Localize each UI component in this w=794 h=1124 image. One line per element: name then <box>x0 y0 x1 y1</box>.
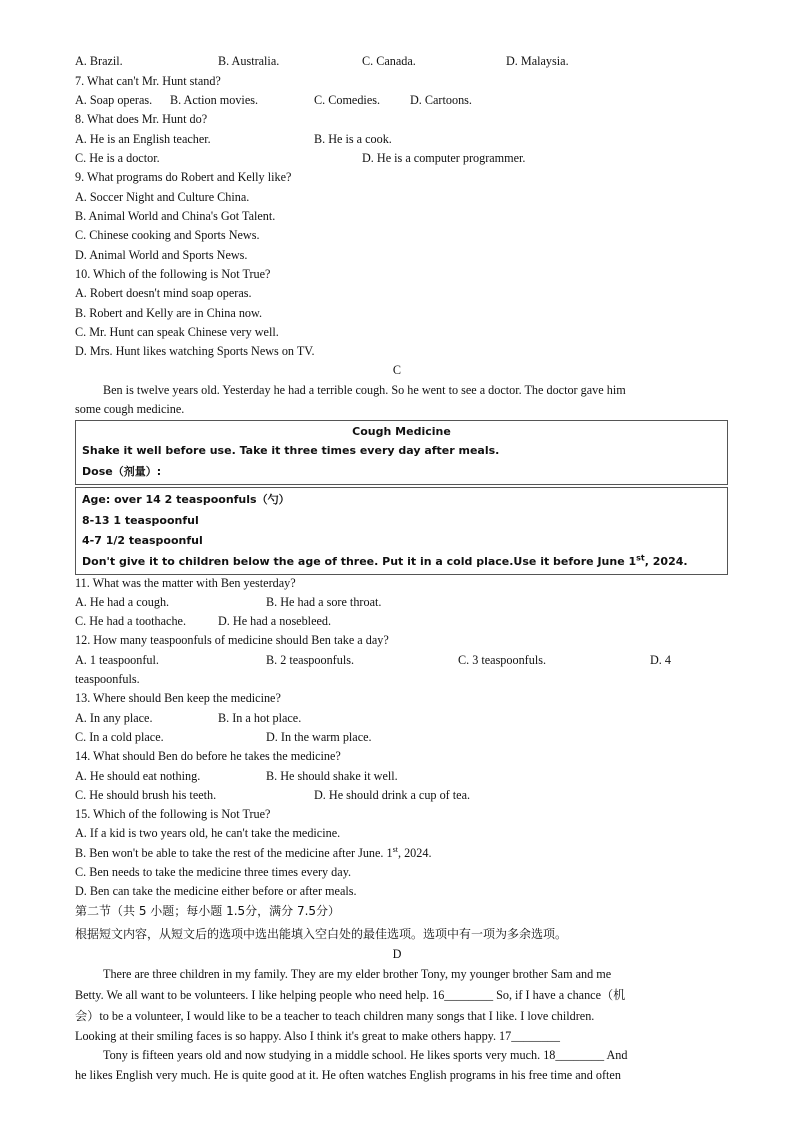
dose-age-8-13: 8-13 1 teaspoonful <box>82 514 199 527</box>
q9-option-a: A. Soccer Night and Culture China. <box>75 190 250 204</box>
q13-option-a: A. In any place. <box>75 711 153 725</box>
q11-option-a: A. He had a cough. <box>75 595 170 609</box>
q13-option-c: C. In a cold place. <box>75 730 164 744</box>
q12-stem: 12. How many teaspoonfuls of medicine should Ben take a day? <box>75 633 389 647</box>
q8-option-b: B. He is a cook. <box>314 132 392 146</box>
q12-option-b: B. 2 teaspoonfuls. <box>266 653 355 667</box>
section-2-instruction: 根据短文内容，从短文后的选项中选出能填入空白处的最佳选项。选项中有一项为多余选项。 <box>75 927 568 941</box>
q8-stem: 8. What does Mr. Hunt do? <box>75 112 208 126</box>
q7-option-b: B. Action movies. <box>170 93 259 107</box>
dose-age-over-14: Age: over 14 2 teaspoonfuls（勺） <box>82 493 290 506</box>
q8-option-d: D. He is a computer programmer. <box>362 151 526 165</box>
passage-d-line-3: 会）to be a volunteer, I would like to be a teacher to teach children many songs that I like. I love children. <box>75 1009 595 1023</box>
medicine-dose-label: Dose（剂量）: <box>82 465 162 478</box>
q9-stem: 9. What programs do Robert and Kelly like? <box>75 170 292 184</box>
q12-option-d: D. 4 <box>650 653 671 667</box>
q14-option-c: C. He should brush his teeth. <box>75 788 217 802</box>
q7-option-d: D. Cartoons. <box>410 93 472 107</box>
section-2-heading: 第二节（共 5 小题；每小题 1.5分，满分 7.5分） <box>75 904 341 918</box>
q9-option-c: C. Chinese cooking and Sports News. <box>75 228 260 242</box>
q15-option-c: C. Ben needs to take the medicine three times every day. <box>75 865 352 879</box>
medicine-label-dose-box <box>75 487 728 575</box>
dose-age-4-7: 4-7 1/2 teaspoonful <box>82 534 203 547</box>
q14-stem: 14. What should Ben do before he takes the medicine? <box>75 749 341 763</box>
passage-d-letter: D <box>392 947 402 961</box>
q10-option-d: D. Mrs. Hunt likes watching Sports News on TV. <box>75 344 315 358</box>
q13-option-d: D. In the warm place. <box>266 730 372 744</box>
passage-d-line-1: There are three children in my family. They are my elder brother Tony, my younger brother Sam and me <box>103 967 612 981</box>
q15-option-a: A. If a kid is two years old, he can't take the medicine. <box>75 826 341 840</box>
passage-c-line-1: Ben is twelve years old. Yesterday he had a terrible cough. So he went to see a doctor. The doctor gave him <box>103 383 626 397</box>
passage-c-letter: C <box>392 363 402 377</box>
q15-option-b: B. Ben won't be able to take the rest of the medicine after June. 1st, 2024. <box>75 844 432 860</box>
passage-d-line-4: Looking at their smiling faces is so happy. Also I think it's great to make others happy. 17________ <box>75 1029 560 1043</box>
q10-option-a: A. Robert doesn't mind soap operas. <box>75 286 252 300</box>
q6-option-a: A. Brazil. <box>75 54 123 68</box>
passage-d-line-5: Tony is fifteen years old and now studying in a middle school. He likes sports very much. 18________ And <box>103 1048 628 1062</box>
q11-option-c: C. He had a toothache. <box>75 614 187 628</box>
q7-stem: 7. What can't Mr. Hunt stand? <box>75 74 221 88</box>
medicine-instruction: Shake it well before use. Take it three times every day after meals. <box>82 444 500 457</box>
q10-option-c: C. Mr. Hunt can speak Chinese very well. <box>75 325 279 339</box>
q11-option-b: B. He had a sore throat. <box>266 595 382 609</box>
passage-c-line-2: some cough medicine. <box>75 402 185 416</box>
q15-option-d: D. Ben can take the medicine either before or after meals. <box>75 884 357 898</box>
q11-stem: 11. What was the matter with Ben yesterday? <box>75 576 296 590</box>
q7-option-c: C. Comedies. <box>314 93 381 107</box>
medicine-warning: Don't give it to children below the age of three. Put it in a cold place.Use it before June 1st, 2024. <box>82 553 688 568</box>
q14-option-d: D. He should drink a cup of tea. <box>314 788 471 802</box>
q13-option-b: B. In a hot place. <box>218 711 302 725</box>
q14-option-b: B. He should shake it well. <box>266 769 398 783</box>
passage-d-line-2: Betty. We all want to be volunteers. I like helping people who need help. 16________ So, if I have a chance（机 <box>75 988 626 1002</box>
q15-stem: 15. Which of the following is Not True? <box>75 807 271 821</box>
q14-option-a: A. He should eat nothing. <box>75 769 201 783</box>
q6-option-d: D. Malaysia. <box>506 54 569 68</box>
q6-option-c: C. Canada. <box>362 54 416 68</box>
passage-d-line-6: he likes English very much. He is quite good at it. He often watches English programs in his free time and often <box>75 1068 621 1082</box>
q12-option-c: C. 3 teaspoonfuls. <box>458 653 547 667</box>
q9-option-d: D. Animal World and Sports News. <box>75 248 248 262</box>
q9-option-b: B. Animal World and China's Got Talent. <box>75 209 276 223</box>
q12-option-a: A. 1 teaspoonful. <box>75 653 159 667</box>
q8-option-a: A. He is an English teacher. <box>75 132 211 146</box>
q8-option-c: C. He is a doctor. <box>75 151 160 165</box>
q12-option-d-wrap: teaspoonfuls. <box>75 672 140 686</box>
medicine-label-top-box <box>75 420 728 485</box>
q10-option-b: B. Robert and Kelly are in China now. <box>75 306 263 320</box>
q10-stem: 10. Which of the following is Not True? <box>75 267 271 281</box>
medicine-title: Cough Medicine <box>352 425 451 438</box>
q6-option-b: B. Australia. <box>218 54 280 68</box>
q7-option-a: A. Soap operas. <box>75 93 153 107</box>
q11-option-d: D. He had a nosebleed. <box>218 614 332 628</box>
q13-stem: 13. Where should Ben keep the medicine? <box>75 691 281 705</box>
